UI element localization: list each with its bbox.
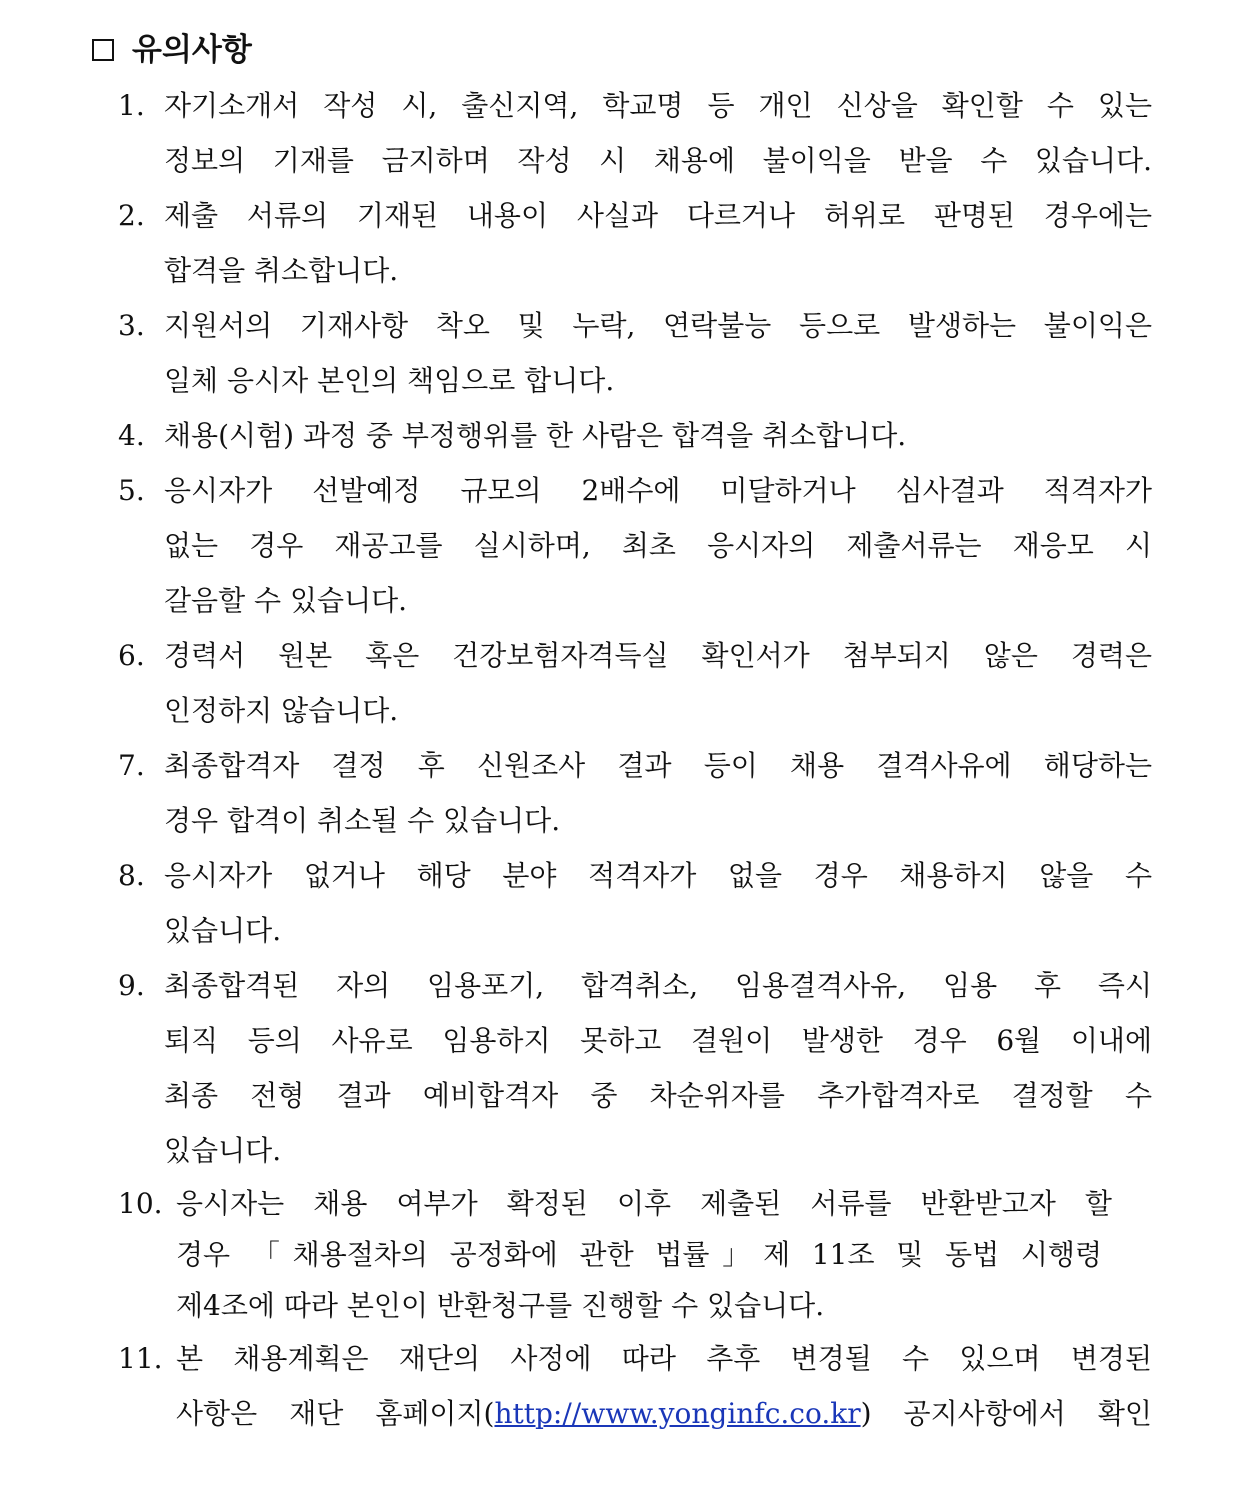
notice-number: 11. [118,1342,163,1375]
notice-line: 인정하지 않습니다. [164,694,399,727]
notice-item [118,188,1152,298]
notice-line: 퇴직 등의 사유로 임용하지 못하고 결원이 발생한 경우 6월 이내에 [164,1024,1152,1057]
notice-line: 있습니다. [164,914,282,947]
section-heading [92,28,252,72]
notice-line: 있습니다. [164,1134,282,1167]
notice-item [118,738,1152,848]
notice-line: 응시자가 선발예정 규모의 2배수에 미달하거나 심사결과 적격자가 [164,474,1152,507]
notice-line: 없는 경우 재공고를 실시하며, 최초 응시자의 제출서류는 재응모 시 [164,529,1152,562]
notice-line: 경우 합격이 취소될 수 있습니다. [164,804,561,837]
notice-list [118,78,1152,1441]
notice-item [118,958,1152,1178]
notice-item [118,628,1152,738]
notice-item [118,78,1152,188]
homepage-link[interactable]: http://www.yonginfc.co.kr [494,1397,861,1430]
notice-number: 10. [118,1187,163,1220]
notice-line: 지원서의 기재사항 착오 및 누락, 연락불능 등으로 발생하는 불이익은 [164,309,1152,342]
notice-line: 제출 서류의 기재된 내용이 사실과 다르거나 허위로 판명된 경우에는 [164,199,1152,232]
notice-line: 응시자는 채용 여부가 확정된 이후 제출된 서류를 반환받고자 할 [176,1187,1112,1220]
notice-line: 최종합격된 자의 임용포기, 합격취소, 임용결격사유, 임용 후 즉시 [164,969,1152,1002]
notice-item [118,463,1152,628]
notice-line: 최종 전형 결과 예비합격자 중 차순위자를 추가합격자로 결정할 수 [164,1079,1152,1112]
notice-line: 정보의 기재를 금지하며 작성 시 채용에 불이익을 받을 수 있습니다. [164,144,1152,177]
notice-line: 채용(시험) 과정 중 부정행위를 한 사람은 합격을 취소합니다. [164,419,907,452]
notice-line: 경력서 원본 혹은 건강보험자격득실 확인서가 첨부되지 않은 경력은 [164,639,1152,672]
notice-line: 경우 「채용절차의 공정화에 관한 법률」제 11조 및 동법 시행령 [176,1238,1102,1271]
notice-line: 최종합격자 결정 후 신원조사 결과 등이 채용 결격사유에 해당하는 [164,749,1152,782]
notice-line: 합격을 취소합니다. [164,254,399,287]
section-title: 유의사항 [132,32,252,68]
notice-number: 3. [118,309,145,342]
notice-line: 자기소개서 작성 시, 출신지역, 학교명 등 개인 신상을 확인할 수 있는 [164,89,1152,122]
notice-number: 8. [118,859,145,892]
notice-item [118,848,1152,958]
notice-line: 본 채용계획은 재단의 사정에 따라 추후 변경될 수 있으며 변경된 [176,1342,1152,1375]
notice-line: 갈음할 수 있습니다. [164,584,408,617]
notice-item [118,408,1152,463]
notice-text: 사항은 재단 홈페이지( [176,1397,495,1430]
notice-number: 1. [118,89,145,122]
notice-line: 일체 응시자 본인의 책임으로 합니다. [164,364,615,397]
notice-number: 9. [118,969,145,1002]
notice-line: 응시자가 없거나 해당 분야 적격자가 없을 경우 채용하지 않을 수 [164,859,1152,892]
notice-text: ) 공지사항에서 확인 [860,1397,1152,1430]
notice-line: 제4조에 따라 본인이 반환청구를 진행할 수 있습니다. [176,1289,825,1322]
notice-item [118,1178,1152,1331]
notice-line [176,1386,1152,1441]
notice-number: 6. [118,639,145,672]
notice-number: 4. [118,419,145,452]
notice-number: 7. [118,749,145,782]
notice-number: 5. [118,474,145,507]
notice-item [118,298,1152,408]
checkbox-square-icon [92,39,114,61]
notice-item [118,1331,1152,1441]
notice-number: 2. [118,199,145,232]
